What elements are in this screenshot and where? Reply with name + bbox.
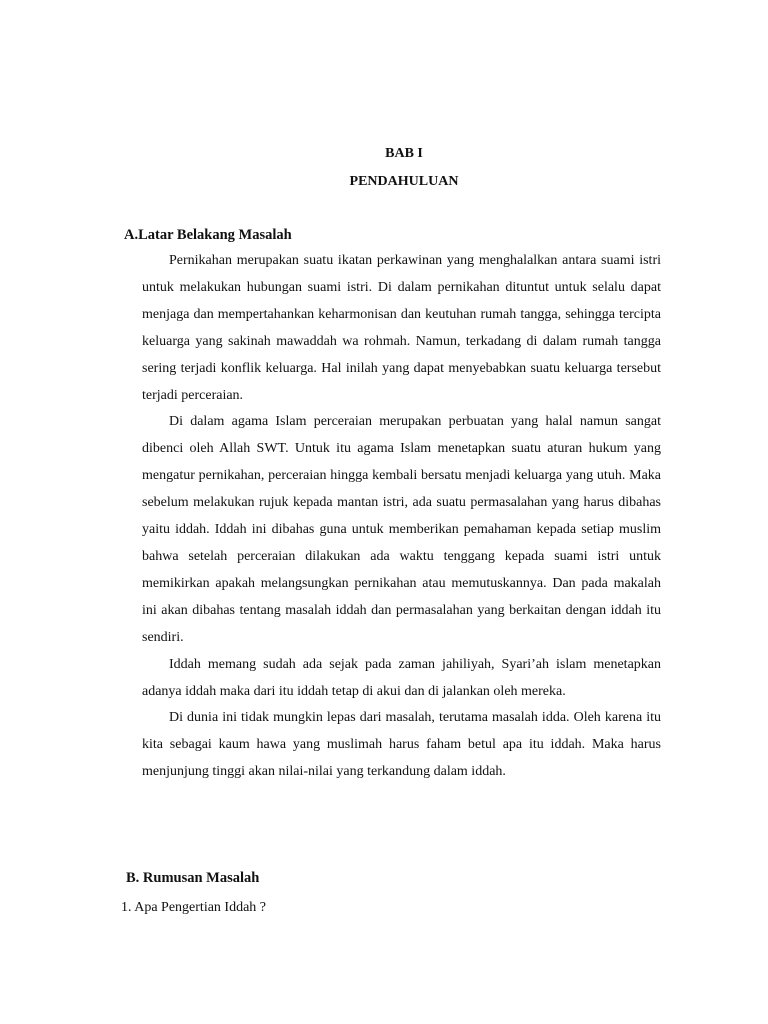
section-heading-problem-formulation: B. Rumusan Masalah <box>126 870 260 886</box>
list-item: 1. Apa Pengertian Iddah ? <box>121 900 267 915</box>
chapter-title: PENDAHULUAN <box>349 174 459 189</box>
paragraph: Di dunia ini tidak mungkin lepas dari masalah, terutama masalah idda. Oleh karena itu kita sebagai kaum hawa yang muslimah harus faham betul apa itu iddah. Maka harus menjunjung tinggi akan nilai-nilai yang terkandung dalam iddah. <box>142 710 661 780</box>
paragraph: Pernikahan merupakan suatu ikatan perkawinan yang menghalalkan antara suami istri untuk melakukan hubungan suami istri. Di dalam pernikahan dituntut untuk selalu dapat menjaga dan mempertahankan keharmonisan dan keutuhan rumah tangga, sehingga tercipta keluarga yang sakinah mawaddah wa rohmah. Namun, terkadang di dalam rumah tangga sering terjadi konflik keluarga. Hal inilah yang dapat menyebabkan suatu keluarga tersebut terjadi perceraian. <box>142 253 661 403</box>
paragraph: Di dalam agama Islam perceraian merupakan perbuatan yang halal namun sangat dibenci oleh Allah SWT. Untuk itu agama Islam menetapkan suatu aturan hukum yang mengatur pernikahan, perceraian hingga kembali bersatu menjadi keluarga yang utuh. Maka sebelum melakukan rujuk kepada mantan istri, ada suatu permasalahan yang harus dibahas yaitu iddah. Iddah ini dibahas guna untuk memberikan pemahaman kepada setiap muslim bahwa setelah perceraian dilakukan ada waktu tenggang kepada suami istri untuk memikirkan apakah melangsungkan pernikahan atau memutuskannya. Dan pada makalah ini akan dibahas tentang masalah iddah dan permasalahan yang berkaitan dengan iddah itu sendiri. <box>142 414 661 645</box>
background-text <box>142 248 661 786</box>
chapter-number: BAB I <box>385 146 423 161</box>
section-heading-background: A.Latar Belakang Masalah <box>124 227 292 243</box>
problem-list <box>121 900 266 916</box>
paragraph: Iddah memang sudah ada sejak pada zaman jahiliyah, Syari’ah islam menetapkan adanya iddah maka dari itu iddah tetap di akui dan di jalankan oleh mereka. <box>142 656 661 699</box>
